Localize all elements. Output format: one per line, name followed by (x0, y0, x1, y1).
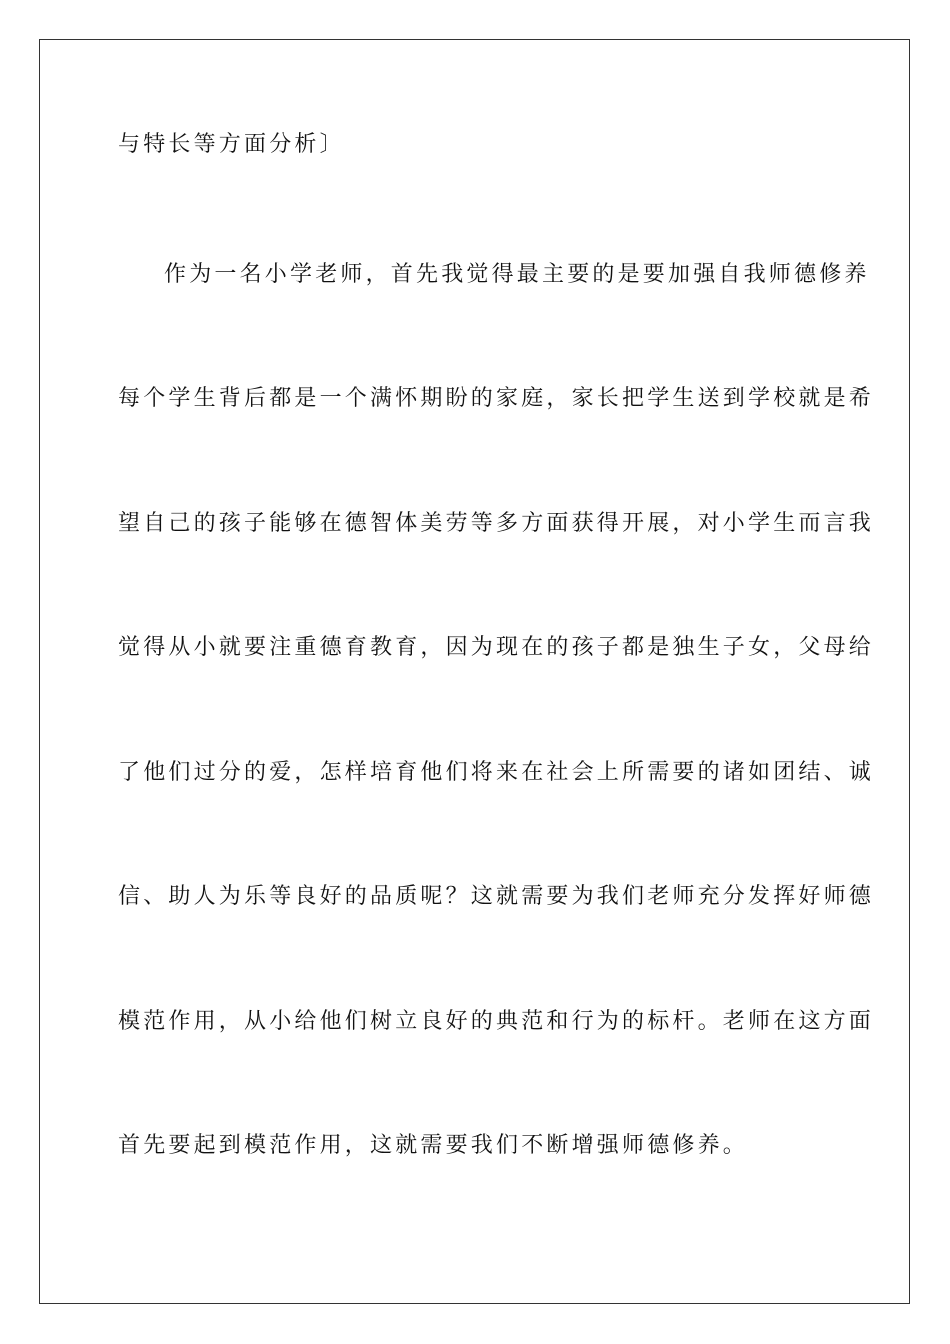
text-line-4: 望自己的孩子能够在德智体美劳等多方面获得开展，对小学生而言我 (118, 511, 875, 536)
text-line-5: 觉得从小就要注重德育教育，因为现在的孩子都是独生子女，父母给 (118, 635, 875, 660)
text-line-8: 模范作用，从小给他们树立良好的典范和行为的标杆。老师在这方面 (118, 1009, 875, 1034)
text-line-3: 每个学生背后都是一个满怀期盼的家庭，家长把学生送到学校就是希 (118, 386, 875, 411)
text-line-2: 作为一名小学老师，首先我觉得最主要的是要加强自我师德修养 (164, 262, 870, 287)
text-line-7: 信、助人为乐等良好的品质呢？这就需要为我们老师充分发挥好师德 (118, 884, 875, 909)
text-line-9: 首先要起到模范作用，这就需要我们不断增强师德修养。 (118, 1133, 749, 1158)
text-line-1: 与特长等方面分析〕 (118, 132, 345, 157)
text-line-6: 了他们过分的爱，怎样培育他们将来在社会上所需要的诸如团结、诚 (118, 760, 875, 785)
page-border (39, 39, 910, 1304)
